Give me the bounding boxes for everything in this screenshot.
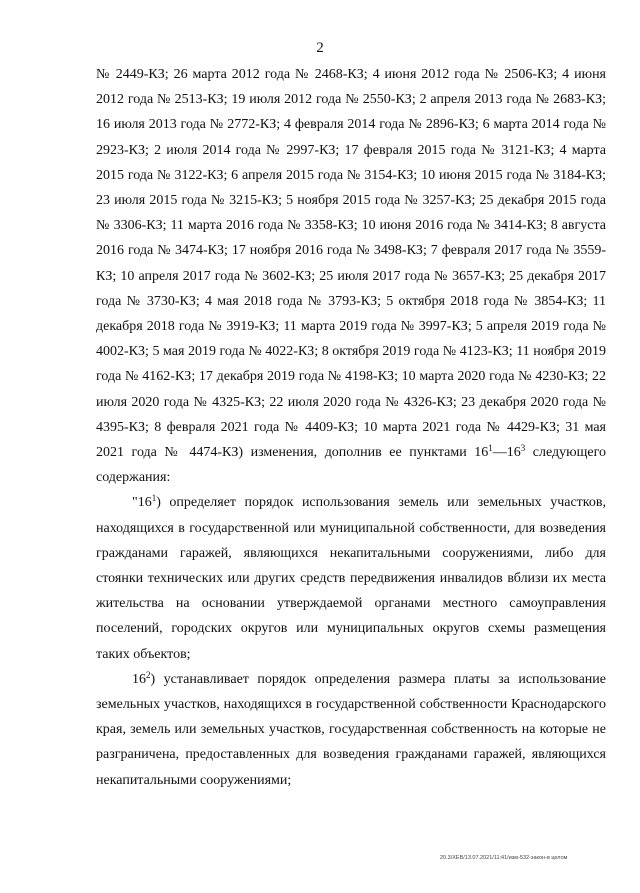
item-number: "16 [132, 495, 152, 511]
intro-tail: следующего содержания: [96, 445, 606, 486]
paragraph-amendment-list [96, 62, 606, 490]
superscript: 3 [520, 443, 526, 454]
document-body [96, 62, 606, 793]
item-number: 16 [132, 671, 146, 687]
document-footer-code: 20.3/ХЕВ/13.07.2021/11:41/изм-532-закон-в целом [440, 855, 568, 861]
amendment-list-text: № 2449-КЗ; 26 марта 2012 года № 2468-КЗ; 4 июня 2012 года № 2506-КЗ; 4 июня 2012 года № 2513-КЗ; 19 июля 2012 года № 2550-КЗ; 2 апреля 2013 года № 2683-КЗ; 16 июля 2013 года № 2772-КЗ; 4 февраля 2014 года № 2896-КЗ; 6 марта 2014 года № 2923-КЗ; 2 июля 2014 года № 2997-КЗ; 17 февраля 2015 года № 3121-КЗ; 4 марта 2015 года № 3122-КЗ; 6 апреля 2015 года № 3154-КЗ; 10 июня 2015 года № 3184-КЗ; 23 июля 2015 года № 3215-КЗ; 5 ноября 2015 года № 3257-КЗ; 25 декабря 2015 года № 3306-КЗ; 11 марта 2016 года № 3358-КЗ; 10 июня 2016 года № 3414-КЗ; 8 августа 2016 года № 3474-КЗ; 17 ноября 2016 года № 3498-КЗ; 7 февраля 2017 года № 3559-КЗ; 10 апреля 2017 года № 3602-КЗ; 25 июля 2017 года № 3657-КЗ; 25 декабря 2017 года № 3730-КЗ; 4 мая 2018 года № 3793-КЗ; 5 октября 2018 года № 3854-КЗ; 11 декабря 2018 года № 3919-КЗ; 11 марта 2019 года № 3997-КЗ; 5 апреля 2019 года № 4002-КЗ; 5 мая 2019 года № 4022-КЗ; 8 октября 2019 года № 4123-КЗ; 11 ноября 2019 года № 4162-КЗ; 17 декабря 2019 года № 4198-КЗ; 10 марта 2020 года № 4230-КЗ; 22 июля 2020 года № 4325-КЗ; 22 июля 2020 года № 4326-КЗ; 23 декабря 2020 года № 4395-КЗ; 8 февраля 2021 года № 4409-КЗ; 10 марта 2021 года № 4429-КЗ; 31 мая 2021 года № 4474-КЗ) изменения, дополнив ее пунктами 16 [96, 67, 606, 461]
item-text: ) устанавливает порядок определения размера платы за использование земельных участков, находящихся в государственной собственности Краснодарского края, земель или земельных участков, государственная собственность на которые не разграничена, предоставленных для возведения гражданами гаражей, являющихся некапитальными сооружениями; [96, 671, 606, 788]
superscript: 2 [146, 669, 151, 680]
paragraph-item-16-1 [96, 490, 606, 666]
superscript: 1 [151, 493, 157, 504]
item-text: ) определяет порядок использования земель или земельных участков, находящихся в государственной или муниципальной собственности, для возведения гражданами гаражей, являющихся некапитальными сооружениями, либо для стоянки технических или других средств передвижения инвалидов вблизи их места жительства на основании утверждаемой органами местного самоуправления поселений, городских округов или муниципальных округов схемы размещения таких объектов; [96, 495, 606, 662]
superscript: 1 [488, 443, 493, 454]
range-dash: —16 [492, 445, 521, 461]
page-number: 2 [316, 40, 324, 56]
paragraph-item-16-2 [96, 667, 606, 793]
